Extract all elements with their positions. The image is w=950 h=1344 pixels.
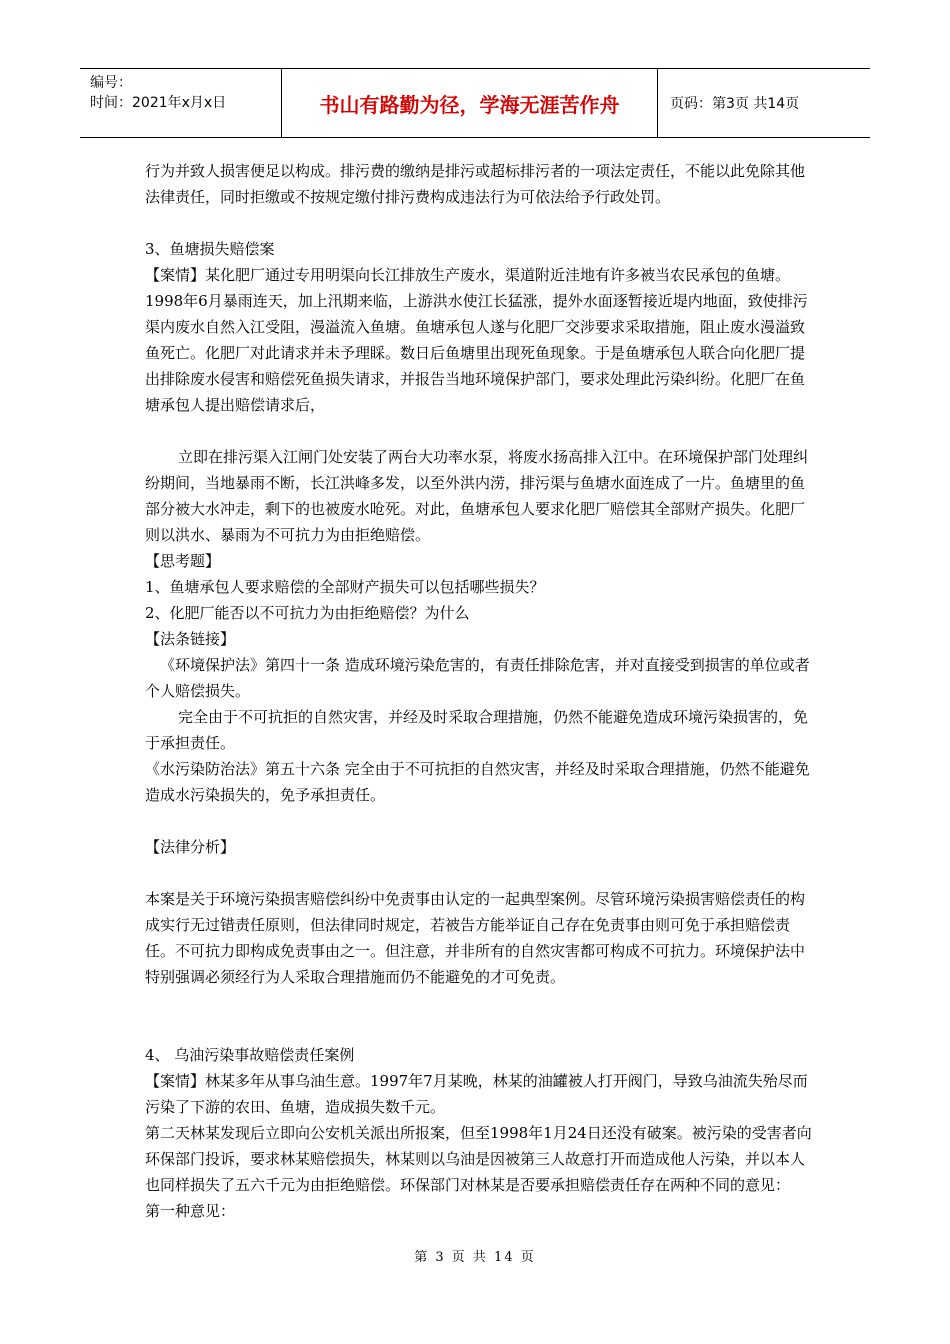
opinion-1: 第一种意见： [145, 1202, 236, 1220]
page-header [80, 68, 870, 138]
document-body [145, 158, 815, 1224]
case4-title: 4、 乌油污染事故赔偿责任案例 [145, 1046, 355, 1064]
question-1: 1、鱼塘承包人要求赔偿的全部财产损失可以包括哪些损失？ [145, 578, 545, 596]
think-heading: 【思考题】 [145, 552, 221, 570]
page-footer: 第 3 页 共 14 页 [414, 1250, 536, 1265]
header-meta [80, 69, 282, 137]
case3-facts: 【案情】某化肥厂通过专用明渠向长江排放生产废水，渠道附近洼地有许多被当农民承包的鱼塘。1998年6月暴雨连天，加上汛期来临，上游洪水使江长猛涨，提外水面逐暂接近堤内地面，致使排污渠内废水自然入江受阻，漫溢流入鱼塘。鱼塘承包人遂与化肥厂交涉要求采取措施，阻止废水漫溢致鱼死亡。化肥厂对此请求并未予理睬。数日后鱼塘里出现死鱼现象。于是鱼塘承包人联合向化肥厂提出排除废水侵害和赔偿死鱼损失请求，并报告当地环境保护部门，要求处理此污染纠纷。化肥厂在鱼塘承包人提出赔偿请求后， [145, 266, 808, 414]
date-label: 时间：2021年x月x日 [90, 95, 227, 111]
case3-continuation: 立即在排污渠入江闸门处安装了两台大功率水泵，将废水扬高排入江中。在环境保护部门处理纠纷期间，当地暴雨不断，长江洪峰多发，以至外洪内涝，排污渠与鱼塘水面连成了一片。鱼塘里的鱼部分被大水冲走，剩下的也被废水呛死。对此，鱼塘承包人要求化肥厂赔偿其全部财产损失。化肥厂则以洪水、暴雨为不可抗力为由拒绝赔偿。 [145, 448, 809, 544]
law-article-2: 完全由于不可抗拒的自然灾害，并经及时采取合理措施，仍然不能避免造成环境污染损害的，免于承担责任。 [145, 708, 809, 752]
law-article-1: 《环境保护法》第四十一条 造成环境污染危害的，有责任排除危害，并对直接受到损害的单位或者个人赔偿损失。 [145, 656, 810, 700]
analysis-text: 本案是关于环境污染损害赔偿纠纷中免责事由认定的一起典型案例。尽管环境污染损害赔偿责任的构成实行无过错责任原则，但法律同时规定，若被告方能举证自己存在免责事由则可免于承担赔偿责任。不可抗力即构成免责事由之一。但注意，并非所有的自然灾害都可构成不可抗力。环境保护法中特别强调必须经行为人采取合理措施而仍不能避免的才可免责。 [145, 890, 806, 986]
case3-title: 3、鱼塘损失赔偿案 [145, 240, 275, 258]
header-motto: 书山有路勤为径，学海无涯苦作舟 [282, 69, 658, 137]
header-page-info: 页码：第3页 共14页 [670, 96, 800, 112]
analysis-heading: 【法律分析】 [145, 838, 236, 856]
paragraph-intro: 行为并致人损害便足以构成。排污费的缴纳是排污或超标排污者的一项法定责任，不能以此免除其他法律责任，同时拒缴或不按规定缴付排污费构成违法行为可依法给予行政处罚。 [145, 162, 806, 206]
question-2: 2、化肥厂能否以不可抗力为由拒绝赔偿？为什么 [145, 604, 470, 622]
law-article-3: 《水污染防治法》第五十六条 完全由于不可抗拒的自然灾害，并经及时采取合理措施，仍然不能避免造成水污染损失的，免予承担责任。 [145, 760, 810, 804]
case4-continuation: 第二天林某发现后立即向公安机关派出所报案，但至1998年1月24日还没有破案。被污染的受害者向环保部门投诉，要求林某赔偿损失，林某则以乌油是因被第三人故意打开而造成他人污染，并以本人也同样损失了五六千元为由拒绝赔偿。环保部门对林某是否要承担赔偿责任存在两种不同的意见： [145, 1124, 812, 1194]
law-heading: 【法条链接】 [145, 630, 236, 648]
case4-facts: 【案情】林某多年从事乌油生意。1997年7月某晚，林某的油罐被人打开阀门，导致乌油流失殆尽而污染了下游的农田、鱼塘，造成损失数千元。 [145, 1072, 808, 1116]
number-label: 编号： [90, 75, 132, 91]
